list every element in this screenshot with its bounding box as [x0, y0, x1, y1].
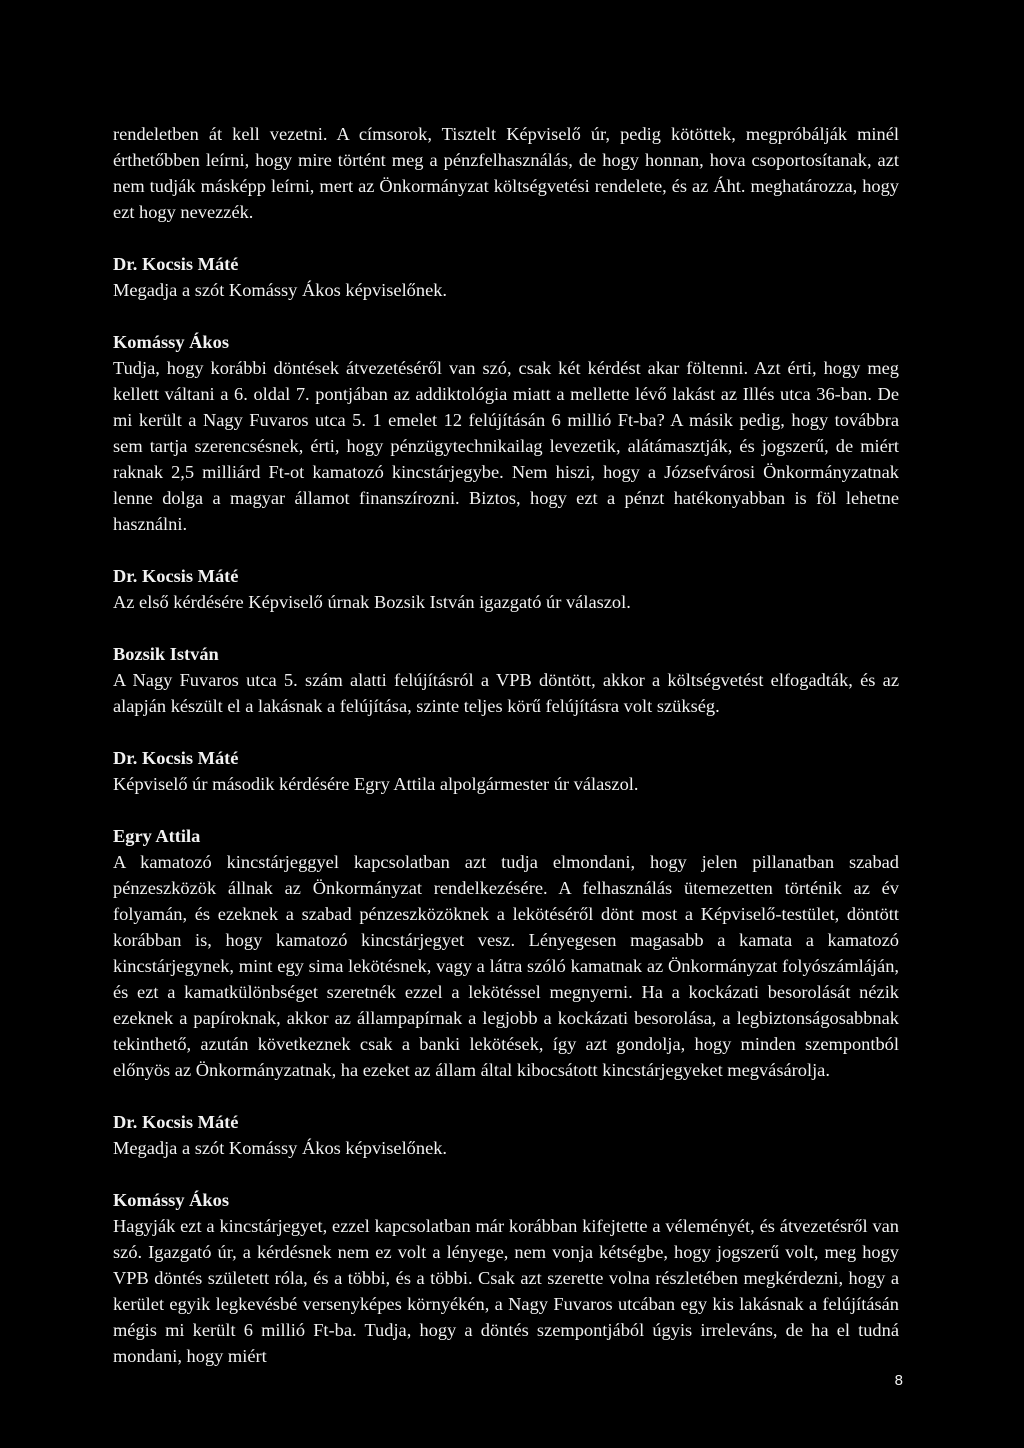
speech-text: Megadja a szót Komássy Ákos képviselőnek. — [113, 1138, 448, 1158]
speech-text: Tudja, hogy korábbi döntések átvezetéséről van szó, csak két kérdést akar föltenni. Azt érti, hogy meg kellett váltani a 6. oldal 7. pontjában az addiktológia miatt a mellette lévő lakást az Illés utca 36-ban. De mi került a Nagy Fuvaros utca 5. 1 emelet 12 felújításán 6 millió Ft-ba? A másik pedig, hogy továbbra sem tartja szerencsésnek, érti, hogy pénzügytechnikailag levezetik, alátámasztják, és jogszerű, de miért raknak 2,5 milliárd Ft-ot kamatozó kincstárjegybe. Nem hiszi, hogy a Józsefvárosi Önkormányzatnak lenne dolga a magyar államot finanszírozni. Biztos, hogy ezt a pénzt hatékonyabban is föl lehetne használni. — [113, 358, 899, 534]
speech-block — [113, 1109, 899, 1161]
speech-text: Megadja a szót Komássy Ákos képviselőnek. — [113, 280, 448, 300]
speech-block — [113, 1187, 899, 1369]
speech-block — [113, 745, 899, 797]
speaker-name: Dr. Kocsis Máté — [113, 1112, 239, 1132]
speech-text: Az első kérdésére Képviselő úrnak Bozsik István igazgató úr válaszol. — [113, 592, 631, 612]
speech-text: A kamatozó kincstárjeggyel kapcsolatban azt tudja elmondani, hogy jelen pillanatban szabad pénzeszközök állnak az Önkormányzat rendelkezésére. A felhasználás ütemezetten történik az év folyamán, és ezeknek a szabad pénzeszközöknek a lekötéséről dönt most a Képviselő-testület, döntött korábban is, hogy kamatozó kincstárjegyet vesz. Lényegesen magasabb a kamata a kamatozó kincstárjegynek, mint egy sima lekötésnek, vagy a látra szóló kamatnak az Önkormányzat folyószámláján, és ezt a kamatkülönbséget szeretnék ezzel a lekötéssel megnyerni. Ha a kockázati besorolását nézik ezeknek a papíroknak, akkor az állampapírnak a legjobb a kockázati besorolása, a legbiztonságosabbnak tekinthető, azután következnek csak a banki lekötések, így azt gondolja, hogy minden szempontból előnyös az Önkormányzatnak, ha ezeket az állam által kibocsátott kincstárjegyeket megvásárolja. — [113, 852, 899, 1080]
document-page — [113, 121, 899, 1395]
speaker-name: Komássy Ákos — [113, 1190, 229, 1210]
paragraph-block — [113, 121, 899, 225]
speaker-name: Dr. Kocsis Máté — [113, 566, 239, 586]
speech-block — [113, 251, 899, 303]
speaker-name: Egry Attila — [113, 826, 201, 846]
page-number: 8 — [894, 1372, 903, 1389]
speech-text: Képviselő úr második kérdésére Egry Attila alpolgármester úr válaszol. — [113, 774, 639, 794]
speech-block — [113, 563, 899, 615]
speech-block — [113, 641, 899, 719]
speech-block — [113, 823, 899, 1083]
speech-block — [113, 329, 899, 537]
speaker-name: Dr. Kocsis Máté — [113, 254, 239, 274]
speech-text: Hagyják ezt a kincstárjegyet, ezzel kapcsolatban már korábban kifejtette a véleményét, és átvezetésről van szó. Igazgató úr, a kérdésnek nem ez volt a lényege, nem vonja kétségbe, hogy jogszerű volt, meg hogy VPB döntés született róla, és a többi, és a többi. Csak azt szerette volna részletében megkérdezni, hogy a kerület egyik legkevésbé versenyképes környékén, a Nagy Fuvaros utcában egy kis lakásnak a felújításán mégis mi került 6 millió Ft-ba. Tudja, hogy a döntés szempontjából úgyis irreleváns, de ha el tudná mondani, hogy miért — [113, 1216, 899, 1366]
speaker-name: Komássy Ákos — [113, 332, 229, 352]
paragraph-text: rendeletben át kell vezetni. A címsorok, Tisztelt Képviselő úr, pedig kötöttek, megpróbálják minél érthetőbben leírni, hogy mire történt meg a pénzfelhasználás, de hogy honnan, hova csoportosítanak, azt nem tudják másképp leírni, mert az Önkormányzat költségvetési rendelete, és az Áht. meghatározza, hogy ezt hogy nevezzék. — [113, 124, 899, 222]
speaker-name: Bozsik István — [113, 644, 219, 664]
speech-text: A Nagy Fuvaros utca 5. szám alatti felújításról a VPB döntött, akkor a költségvetést elfogadták, és az alapján készült el a lakásnak a felújítása, szinte teljes körű felújításra volt szükség. — [113, 670, 899, 716]
speaker-name: Dr. Kocsis Máté — [113, 748, 239, 768]
